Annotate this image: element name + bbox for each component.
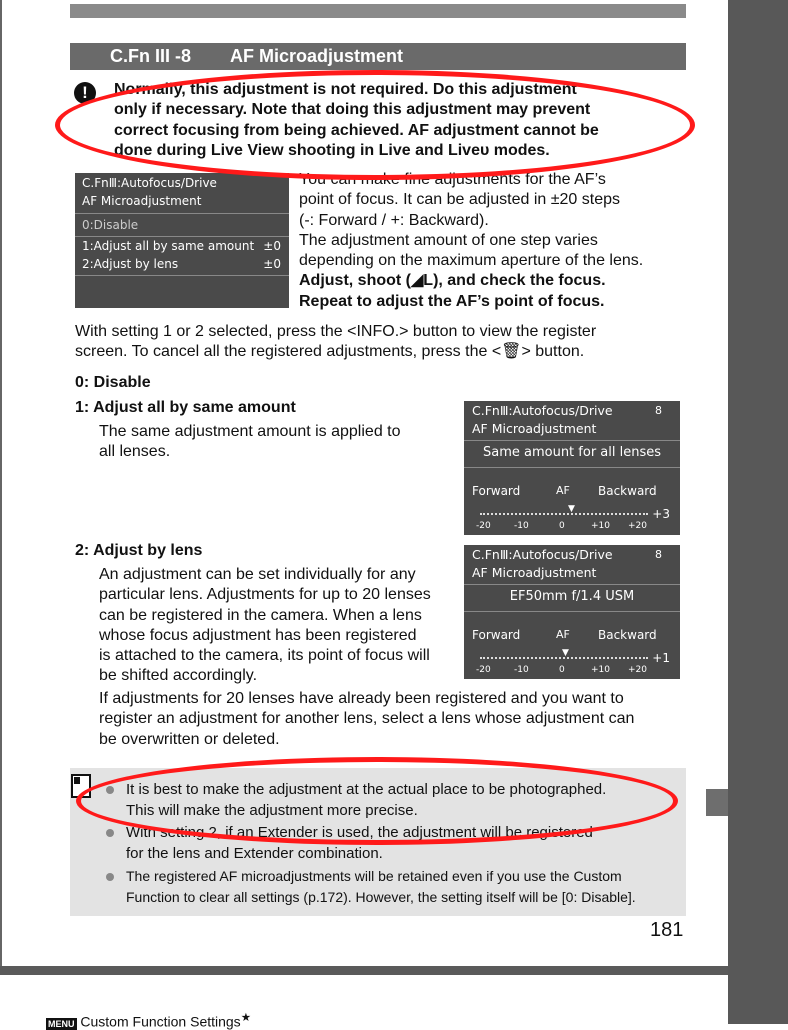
annotation-circle-top <box>55 70 695 180</box>
option-same-text <box>99 422 459 463</box>
lcd-item-value: ±0 <box>263 257 281 271</box>
register-line: With setting 1 or 2 selected, press the <INFO.> button to view the register <box>75 323 597 340</box>
option-disable-heading: 0: Disable <box>75 374 151 391</box>
note-line: With setting 2, if an Extender is used, the adjustment will be registered <box>126 824 593 841</box>
scale-marker-icon: ▼ <box>562 648 569 658</box>
option-lens-line: An adjustment can be set individually for any <box>99 566 416 583</box>
caution-line: only if necessary. Note that doing this adjustment may prevent <box>114 101 591 119</box>
adjustment-scale <box>480 513 648 518</box>
caution-icon: ! <box>74 82 96 104</box>
scale-tick: +10 <box>591 665 610 675</box>
lcd-adjust-value: +1 <box>652 651 670 665</box>
page-separator <box>0 966 728 975</box>
option-lens-line: particular lens. Adjustments for up to 20 lenses <box>99 586 431 604</box>
scale-tick: 0 <box>559 665 565 675</box>
note-item <box>126 866 686 908</box>
af-icon: AF <box>556 628 570 641</box>
section-header <box>70 43 686 70</box>
option-lens-line: is attached to the camera, its point of focus will <box>99 647 430 665</box>
page-number: 181 <box>650 919 684 941</box>
scale-tick: +10 <box>591 521 610 531</box>
scroll-tab[interactable] <box>706 789 728 816</box>
option-same-heading: 1: Adjust all by same amount <box>75 399 296 416</box>
option-lens-wide-line: register an adjustment for another lens, select a lens whose adjustment can <box>99 710 635 728</box>
lcd-backward-label: Backward <box>598 484 657 498</box>
lcd-title-line1: C.FnⅢ:Autofocus/Drive <box>472 547 613 562</box>
intro-line: point of focus. It can be adjusted in ±20 steps <box>299 191 620 209</box>
option-lens-line: can be registered in the camera. When a lens <box>99 606 422 624</box>
right-scroll-rail[interactable] <box>728 0 788 1024</box>
function-code: C.Fn III -8 <box>110 46 191 66</box>
lcd-title-line2: AF Microadjustment <box>472 565 597 580</box>
option-lens-heading: 2: Adjust by lens <box>75 542 203 559</box>
scale-tick: +20 <box>628 665 647 675</box>
annotation-circle-note <box>76 757 678 845</box>
lcd-title-line2: AF Microadjustment <box>472 421 597 436</box>
lcd-backward-label: Backward <box>598 628 657 642</box>
intro-paragraph <box>299 170 689 312</box>
star-icon: ★ <box>240 1011 252 1024</box>
lcd-item-same-amount: 1:Adjust all by same amount <box>82 239 255 253</box>
option-lens-line: be shifted accordingly. <box>99 667 258 685</box>
scale-tick: -20 <box>476 521 491 531</box>
intro-line: (-: Forward / +: Backward). <box>299 211 489 229</box>
note-line: for the lens and Extender combination. <box>126 845 383 862</box>
bullet-icon <box>106 829 114 837</box>
lcd-menu-screen <box>75 173 289 308</box>
lcd-lens-name: EF50mm f/1.4 USM <box>509 589 635 604</box>
lcd-by-lens-screen <box>464 545 680 679</box>
lcd-page-number: 8 <box>655 404 662 417</box>
scale-marker-icon: ▼ <box>568 504 575 514</box>
lcd-title-line1: C.FnⅢ:Autofocus/Drive <box>472 403 613 418</box>
option-lens-extra <box>99 689 699 750</box>
lcd-title-line1: C.FnⅢ:Autofocus/Drive <box>82 176 217 190</box>
menu-icon: MENU <box>48 1018 75 1029</box>
scale-tick: 0 <box>559 521 565 531</box>
intro-line: The adjustment amount of one step varies <box>299 231 598 249</box>
intro-line: depending on the maximum aperture of the lens. <box>299 252 644 270</box>
footer-text: Custom Function Settings <box>80 1013 241 1030</box>
function-title: AF Microadjustment <box>230 46 404 66</box>
intro-bold-line: Adjust, shoot (◢L), and check the focus. <box>299 272 606 290</box>
register-paragraph <box>75 322 695 363</box>
note-line: The registered AF microadjustments will be retained even if you use the Custom <box>126 868 622 884</box>
lcd-item-disable: 0:Disable <box>82 218 139 232</box>
footer-title <box>46 1010 251 1030</box>
caution-line: done during Live View shooting in Live and Liveᴜ modes. <box>114 141 550 159</box>
caution-line: correct focusing from being achieved. AF adjustment cannot be <box>114 121 599 139</box>
lcd-forward-label: Forward <box>472 484 521 498</box>
note-line: This will make the adjustment more precise. <box>126 802 418 819</box>
bullet-icon <box>106 873 114 881</box>
option-lens-line: whose focus adjustment has been registered <box>99 626 417 644</box>
option-lens-text <box>99 565 464 687</box>
note-line: It is best to make the adjustment at the actual place to be photographed. <box>126 781 607 798</box>
lcd-item-by-lens: 2:Adjust by lens <box>82 257 179 271</box>
lcd-mode-label: Same amount for all lenses <box>482 445 662 460</box>
caution-line: Normally, this adjustment is not required. Do this adjustment <box>114 81 577 98</box>
option-same-line: all lenses. <box>99 443 171 461</box>
intro-line: You can make fine adjustments for the AF’s <box>299 171 606 188</box>
intro-bold-line: Repeat to adjust the AF’s point of focus. <box>299 292 605 310</box>
option-same-line: The same adjustment amount is applied to <box>99 423 401 440</box>
lcd-forward-label: Forward <box>472 628 521 642</box>
lcd-item-value: ±0 <box>263 239 281 253</box>
option-lens-wide-line: If adjustments for 20 lenses have already been registered and you want to <box>99 690 624 707</box>
page-left-edge <box>0 0 2 966</box>
lcd-title-line2: AF Microadjustment <box>82 194 202 208</box>
register-line: screen. To cancel all the registered adjustments, press the <🗑> button. <box>75 343 585 361</box>
top-gray-bar <box>70 4 686 18</box>
lcd-page-number: 8 <box>655 548 662 561</box>
scale-tick: -10 <box>514 665 529 675</box>
lcd-adjust-value: +3 <box>652 507 670 521</box>
option-lens-wide-line: be overwritten or deleted. <box>99 730 280 748</box>
scale-tick: -10 <box>514 521 529 531</box>
lcd-same-amount-screen <box>464 401 680 535</box>
scale-tick: +20 <box>628 521 647 531</box>
note-line: Function to clear all settings (p.172). However, the setting itself will be [0: Disable]. <box>126 889 636 905</box>
af-icon: AF <box>556 484 570 497</box>
scale-tick: -20 <box>476 665 491 675</box>
